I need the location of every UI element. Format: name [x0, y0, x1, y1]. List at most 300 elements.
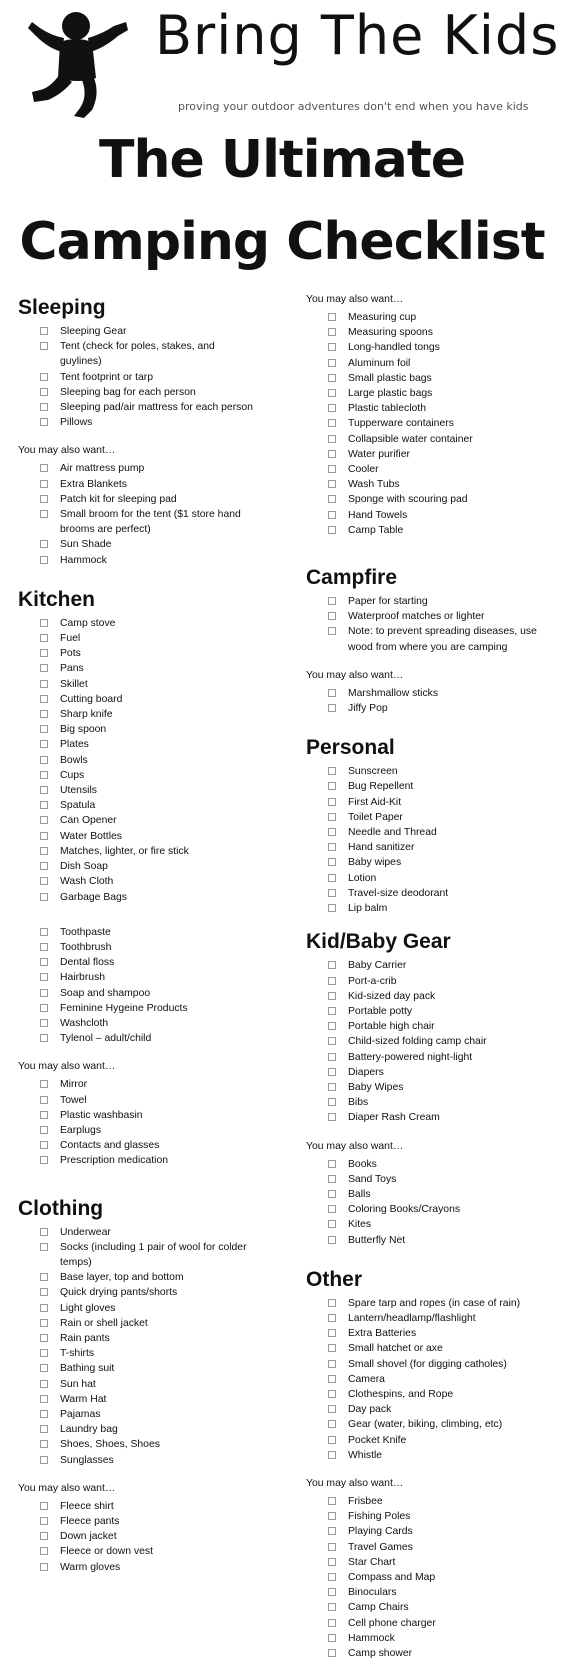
checkbox-icon[interactable] [40, 862, 48, 870]
checklist-item [306, 1540, 562, 1555]
checklist-item [18, 339, 280, 354]
checkbox-icon[interactable] [328, 1573, 336, 1581]
checkbox-icon[interactable] [328, 813, 336, 821]
checkbox-icon[interactable] [40, 649, 48, 657]
checklist-item [306, 1296, 562, 1311]
checklist-item [306, 340, 562, 355]
checklist-item-label: Dental floss [60, 957, 115, 969]
checklist-item-label: Camp shower [348, 1648, 413, 1660]
checkbox-icon[interactable] [40, 1111, 48, 1119]
checkbox-icon[interactable] [40, 771, 48, 779]
checkbox-icon[interactable] [40, 1380, 48, 1388]
checklist-item [18, 1240, 280, 1255]
checklist-item-label: Bowls [60, 754, 88, 766]
checklist-item [306, 1217, 562, 1232]
checkbox-icon[interactable] [40, 1456, 48, 1464]
checkbox-icon[interactable] [40, 342, 48, 350]
checkbox-icon[interactable] [328, 798, 336, 806]
checklist-item-label: Baby Carrier [348, 960, 407, 972]
also-want-label: You may also want… [306, 1477, 404, 1489]
section-title-campfire: Campfire [306, 566, 398, 590]
checkbox-icon[interactable] [328, 1083, 336, 1091]
checklist-item [18, 415, 280, 430]
checkbox-icon[interactable] [328, 1022, 336, 1030]
checklist-item [306, 1494, 562, 1509]
checklist-item-label: Small plastic bags [348, 372, 432, 384]
checkbox-icon[interactable] [40, 634, 48, 642]
checklist-item-label: Day pack [348, 1404, 392, 1416]
checklist-item-label: Fleece pants [60, 1516, 120, 1527]
checklist-item-label: Camp stove [60, 617, 116, 629]
checklist-item [306, 871, 562, 886]
checklist-item [18, 1422, 280, 1437]
checklist-item-label: Fleece shirt [60, 1500, 114, 1512]
checkbox-icon[interactable] [40, 725, 48, 733]
section-campfire [306, 566, 562, 716]
also-want-label: You may also want… [306, 294, 404, 305]
checkbox-icon[interactable] [40, 695, 48, 703]
checkbox-icon[interactable] [328, 313, 336, 321]
checklist-item-label: Tent footprint or tarp [60, 371, 153, 383]
checklist-item [306, 1095, 562, 1110]
checkbox-icon[interactable] [328, 889, 336, 897]
checkbox-icon[interactable] [328, 1344, 336, 1352]
checklist-item-label: Cups [60, 769, 85, 781]
checklist-item [18, 1077, 280, 1092]
checklist-item [306, 1402, 562, 1417]
checklist-item-label: Patch kit for sleeping pad [60, 493, 177, 505]
checkbox-icon[interactable] [40, 1288, 48, 1296]
checkbox-icon[interactable] [328, 389, 336, 397]
checklist-item [306, 855, 562, 870]
checkbox-icon[interactable] [40, 1126, 48, 1134]
right-column [306, 293, 562, 1661]
checklist-item [18, 631, 280, 646]
checklist-item [18, 370, 280, 385]
checklist-item-label: Contacts and glasses [60, 1140, 160, 1152]
checkbox-icon[interactable] [328, 627, 336, 635]
checkbox-icon[interactable] [40, 373, 48, 381]
section-kid-baby-gear [306, 930, 562, 1247]
checklist-item [306, 1585, 562, 1600]
checklist-item [18, 1316, 280, 1331]
checkbox-icon[interactable] [40, 756, 48, 764]
section-title-personal: Personal [306, 736, 395, 760]
checklist-item-label: Sharp knife [60, 709, 113, 721]
checklist-item [18, 461, 280, 476]
checkbox-icon[interactable] [40, 1425, 48, 1433]
checklist-item [18, 354, 280, 369]
checklist-item-label: Matches, lighter, or fire stick [60, 845, 189, 857]
checklist-item-label: Bathing suit [60, 1363, 115, 1375]
checklist [306, 1157, 562, 1248]
checkbox-icon[interactable] [40, 1349, 48, 1357]
checklist-item [18, 537, 280, 552]
checklist-item [18, 813, 280, 828]
checklist-item-label: Prescription medication [60, 1155, 168, 1167]
checklist-item [306, 508, 562, 523]
checklist-item-label: Soap and shampoo [60, 987, 151, 999]
also-want-label: You may also want… [306, 669, 404, 681]
checkbox-icon[interactable] [328, 1007, 336, 1015]
checkbox-icon[interactable] [328, 597, 336, 605]
checklist-item [306, 886, 562, 901]
checkbox-icon[interactable] [328, 1037, 336, 1045]
checkbox-icon[interactable] [40, 1547, 48, 1555]
checklist-item [306, 1034, 562, 1049]
checklist-item [306, 640, 562, 655]
checklist-item-label: Pots [60, 648, 81, 660]
checklist-item [306, 1065, 562, 1080]
checklist-item-label: Butterfly Net [348, 1234, 406, 1246]
checklist-item-label: Lip balm [348, 903, 388, 915]
checklist-item [18, 1138, 280, 1153]
checklist-item-label: Wash Cloth [60, 876, 114, 888]
checklist-item-label: Tupperware containers [348, 418, 454, 430]
checkbox-icon[interactable] [328, 343, 336, 351]
checklist-item [18, 1301, 280, 1316]
checkbox-icon[interactable] [328, 1329, 336, 1337]
checklist [306, 594, 562, 655]
checkbox-icon[interactable] [40, 464, 48, 472]
checkbox-icon[interactable] [40, 556, 48, 564]
checkbox-icon[interactable] [328, 435, 336, 443]
checkbox-icon[interactable] [328, 961, 336, 969]
checklist-item [18, 986, 280, 1001]
checklist-item-label: Hairbrush [60, 972, 106, 984]
checkbox-icon[interactable] [328, 1314, 336, 1322]
checkbox-icon[interactable] [328, 1588, 336, 1596]
checkbox-icon[interactable] [328, 1098, 336, 1106]
checkbox-icon[interactable] [40, 619, 48, 627]
checklist-item-label: Plastic washbasin [60, 1109, 143, 1121]
checklist-item-label: Battery-powered night-light [348, 1051, 473, 1063]
checklist-item [18, 400, 280, 415]
checklist [306, 958, 562, 1125]
checkbox-icon[interactable] [328, 1558, 336, 1566]
checklist-item [306, 901, 562, 916]
checklist-item-label: Cell phone charger [348, 1617, 436, 1629]
checklist-item [18, 1031, 280, 1046]
checkbox-icon[interactable] [328, 1053, 336, 1061]
page-title-line2: Camping Checklist [19, 212, 545, 272]
checkbox-icon[interactable] [40, 1563, 48, 1571]
checkbox-icon[interactable] [40, 327, 48, 335]
checklist-item-label: Water Bottles [60, 830, 122, 842]
checkbox-icon[interactable] [40, 710, 48, 718]
checkbox-icon[interactable] [40, 1502, 48, 1510]
checklist-item [306, 1524, 562, 1539]
checkbox-icon[interactable] [328, 874, 336, 882]
checkbox-icon[interactable] [328, 450, 336, 458]
checkbox-icon[interactable] [40, 403, 48, 411]
checklist-item-label: Compass and Map [348, 1572, 436, 1583]
checkbox-icon[interactable] [40, 958, 48, 966]
checkbox-icon[interactable] [40, 1440, 48, 1448]
checkbox-icon[interactable] [40, 495, 48, 503]
checkbox-icon[interactable] [328, 904, 336, 912]
tagline: proving your outdoor adventures don't end when you have kids [178, 100, 529, 113]
checkbox-icon[interactable] [328, 1175, 336, 1183]
checklist-item [18, 1514, 280, 1529]
checklist-item [18, 692, 280, 707]
checkbox-icon[interactable] [40, 1304, 48, 1312]
checkbox-icon[interactable] [328, 1205, 336, 1213]
checklist-item-label: Paper for starting [348, 596, 428, 608]
checklist-item [18, 1453, 280, 1468]
checkbox-icon[interactable] [40, 1156, 48, 1164]
checkbox-icon[interactable] [328, 1220, 336, 1228]
checklist [18, 461, 280, 567]
checklist-item-label: Sleeping pad/air mattress for each person [60, 402, 253, 414]
checkbox-icon[interactable] [40, 989, 48, 997]
checkbox-icon[interactable] [328, 465, 336, 473]
checklist-item-label: Camp Chairs [348, 1602, 409, 1614]
checkbox-icon[interactable] [328, 419, 336, 427]
checklist [306, 1296, 562, 1463]
checklist-item-label: Rain pants [60, 1332, 110, 1344]
checklist-item [18, 737, 280, 752]
checkbox-icon[interactable] [40, 540, 48, 548]
checklist-item-label: Hand sanitizer [348, 842, 415, 854]
checklist-item [306, 325, 562, 340]
checklist-item-label: Garbage Bags [60, 891, 128, 903]
checklist-item-label: Star Chart [348, 1556, 396, 1568]
checkbox-icon[interactable] [328, 1603, 336, 1611]
checkbox-icon[interactable] [328, 359, 336, 367]
checkbox-icon[interactable] [328, 511, 336, 519]
checkbox-icon[interactable] [328, 1160, 336, 1168]
checklist-item-label: Sunscreen [348, 766, 398, 778]
checklist-item [306, 462, 562, 477]
checkbox-icon[interactable] [328, 843, 336, 851]
checkbox-icon[interactable] [40, 893, 48, 901]
checklist-item [306, 795, 562, 810]
checklist-item-label: Sun Shade [60, 539, 112, 551]
checkbox-icon[interactable] [40, 388, 48, 396]
checkbox-icon[interactable] [40, 1080, 48, 1088]
checkbox-icon[interactable] [40, 943, 48, 951]
page-title-line1: The Ultimate [99, 130, 465, 190]
checkbox-icon[interactable] [40, 1096, 48, 1104]
checkbox-icon[interactable] [328, 767, 336, 775]
checkbox-icon[interactable] [40, 1319, 48, 1327]
checklist-item-label: Books [348, 1158, 377, 1170]
checkbox-icon[interactable] [328, 689, 336, 697]
checklist-item-label: Lotion [348, 872, 377, 884]
checkbox-icon[interactable] [40, 1141, 48, 1149]
checklist-item [18, 925, 280, 940]
checkbox-icon[interactable] [328, 704, 336, 712]
checklist-item-label: Marshmallow sticks [348, 687, 439, 699]
checkbox-icon[interactable] [328, 495, 336, 503]
checkbox-icon[interactable] [40, 1019, 48, 1027]
checkbox-icon[interactable] [40, 816, 48, 824]
checkbox-icon[interactable] [328, 1405, 336, 1413]
checkbox-icon[interactable] [328, 1375, 336, 1383]
checkbox-icon[interactable] [40, 1532, 48, 1540]
checklist-item-label: Shoes, Shoes, Shoes [60, 1439, 160, 1451]
section-clothing [18, 1197, 280, 1575]
checklist-item [18, 1001, 280, 1016]
checklist-item-label: Underwear [60, 1226, 111, 1238]
checkbox-icon[interactable] [40, 680, 48, 688]
checklist-item [306, 356, 562, 371]
checkbox-icon[interactable] [328, 782, 336, 790]
checklist-item-label: Feminine Hygeine Products [60, 1002, 188, 1014]
checklist-item-label: Utensils [60, 785, 97, 797]
checklist-item-label: Cutting board [60, 693, 123, 705]
checklist-item-label: Big spoon [60, 724, 107, 736]
checklist-item-label: Coloring Books/Crayons [348, 1204, 461, 1216]
checklist-item [306, 371, 562, 386]
checkbox-icon[interactable] [40, 1004, 48, 1012]
checklist-item-label: Sand Toys [348, 1173, 397, 1185]
checkbox-icon[interactable] [40, 664, 48, 672]
brand-title: Bring The Kids [155, 4, 560, 67]
checklist [306, 310, 562, 538]
checklist-item [306, 1326, 562, 1341]
checklist-item [306, 1050, 562, 1065]
checkbox-icon[interactable] [328, 480, 336, 488]
checklist-item [18, 1270, 280, 1285]
checklist-item [18, 829, 280, 844]
checklist-item-label: Small shovel (for digging catholes) [348, 1358, 507, 1370]
checklist-item-label: Small broom for the tent ($1 store hand [60, 509, 241, 521]
checklist-item-label: Clothespins, and Rope [348, 1388, 454, 1400]
checklist-item [18, 507, 280, 522]
checkbox-icon[interactable] [328, 1113, 336, 1121]
checkbox-icon[interactable] [40, 832, 48, 840]
checkbox-icon[interactable] [40, 510, 48, 518]
checkbox-icon[interactable] [40, 1364, 48, 1372]
checkbox-icon[interactable] [40, 1395, 48, 1403]
checklist-item [18, 1377, 280, 1392]
checklist-item [18, 522, 280, 537]
checkbox-icon[interactable] [328, 1619, 336, 1627]
checklist-item-label: Pajamas [60, 1408, 101, 1420]
checkbox-icon[interactable] [328, 1299, 336, 1307]
checkbox-icon[interactable] [40, 1410, 48, 1418]
checklist-item-label: Toothbrush [60, 941, 112, 953]
checklist-item-label: Rain or shell jacket [60, 1317, 148, 1329]
section-kitchen-more [306, 293, 562, 538]
checklist-item-label: Dish Soap [60, 861, 108, 873]
checklist [18, 616, 280, 905]
checklist-item-label: Extra Batteries [348, 1328, 417, 1340]
checklist-item [18, 677, 280, 692]
checklist-item-label: Frisbee [348, 1495, 383, 1507]
checklist-item [306, 1417, 562, 1432]
checkbox-icon[interactable] [40, 740, 48, 748]
checkbox-icon[interactable] [328, 1451, 336, 1459]
checkbox-icon[interactable] [328, 1512, 336, 1520]
checklist-item-label: Air mattress pump [60, 463, 145, 475]
checkbox-icon[interactable] [328, 828, 336, 836]
checkbox-icon[interactable] [328, 992, 336, 1000]
checkbox-icon[interactable] [328, 1390, 336, 1398]
checklist-item-label: Pocket Knife [348, 1434, 407, 1446]
checkbox-icon[interactable] [40, 801, 48, 809]
section-title-kid-baby-gear: Kid/Baby Gear [306, 930, 451, 954]
checklist-item-label: Binoculars [348, 1587, 397, 1599]
checklist-item [306, 779, 562, 794]
checkbox-icon[interactable] [328, 404, 336, 412]
checkbox-icon[interactable] [40, 1228, 48, 1236]
checkbox-icon[interactable] [328, 1236, 336, 1244]
checkbox-icon[interactable] [328, 977, 336, 985]
checkbox-icon[interactable] [40, 418, 48, 426]
checkbox-icon[interactable] [328, 1436, 336, 1444]
checkbox-icon[interactable] [40, 1273, 48, 1281]
checkbox-icon[interactable] [328, 1068, 336, 1076]
checklist-item-label: Port-a-crib [348, 975, 397, 987]
checklist-item [18, 646, 280, 661]
checkbox-icon[interactable] [328, 526, 336, 534]
checklist-item [18, 1285, 280, 1300]
checklist-item [18, 1437, 280, 1452]
checklist-item-label: Kites [348, 1219, 372, 1231]
checklist-item-label: Needle and Thread [348, 827, 437, 839]
checkbox-icon[interactable] [40, 1034, 48, 1042]
checkbox-icon[interactable] [40, 1243, 48, 1251]
checkbox-icon[interactable] [328, 1190, 336, 1198]
checklist-item-label: Pillows [60, 417, 93, 429]
checklist-item [306, 1110, 562, 1125]
checklist [18, 1499, 280, 1575]
checklist-item [306, 701, 562, 716]
checklist-item-label: Sunglasses [60, 1454, 114, 1466]
checkbox-icon[interactable] [328, 1497, 336, 1505]
checkbox-icon[interactable] [40, 847, 48, 855]
checklist-item [306, 1616, 562, 1631]
checkbox-icon[interactable] [328, 1420, 336, 1428]
checkbox-icon[interactable] [40, 480, 48, 488]
checklist-item [18, 768, 280, 783]
checkbox-icon[interactable] [40, 786, 48, 794]
checklist-item-label: Large plastic bags [348, 388, 433, 400]
checkbox-icon[interactable] [328, 374, 336, 382]
checklist-item-label: Note: to prevent spreading diseases, use [348, 626, 537, 638]
checklist-item [18, 1544, 280, 1559]
checkbox-icon[interactable] [328, 612, 336, 620]
checkbox-icon[interactable] [40, 1334, 48, 1342]
checkbox-icon[interactable] [328, 1527, 336, 1535]
checklist-item-label: Socks (including 1 pair of wool for colder [60, 1241, 247, 1253]
checkbox-icon[interactable] [40, 877, 48, 885]
checkbox-icon[interactable] [40, 1517, 48, 1525]
checklist-item [306, 1448, 562, 1463]
checkbox-icon[interactable] [328, 1360, 336, 1368]
checklist-item-label: Sleeping bag for each person [60, 386, 196, 398]
section-title-sleeping: Sleeping [18, 296, 106, 319]
checklist-item [306, 432, 562, 447]
section-kitchen [18, 588, 280, 1169]
checklist-item-label: Portable high chair [348, 1021, 435, 1033]
checkbox-icon[interactable] [328, 1543, 336, 1551]
checklist-item-label: Travel-size deodorant [348, 887, 449, 899]
checkbox-icon[interactable] [328, 1634, 336, 1642]
checkbox-icon[interactable] [328, 1649, 336, 1657]
checkbox-icon[interactable] [328, 858, 336, 866]
checklist-item-label: Portable potty [348, 1005, 413, 1017]
checkbox-icon[interactable] [40, 928, 48, 936]
checklist-item-label: Cooler [348, 464, 379, 476]
section-sleeping [18, 296, 280, 568]
checkbox-icon[interactable] [40, 973, 48, 981]
checklist-item-label: Fuel [60, 633, 81, 645]
checkbox-icon[interactable] [328, 328, 336, 336]
